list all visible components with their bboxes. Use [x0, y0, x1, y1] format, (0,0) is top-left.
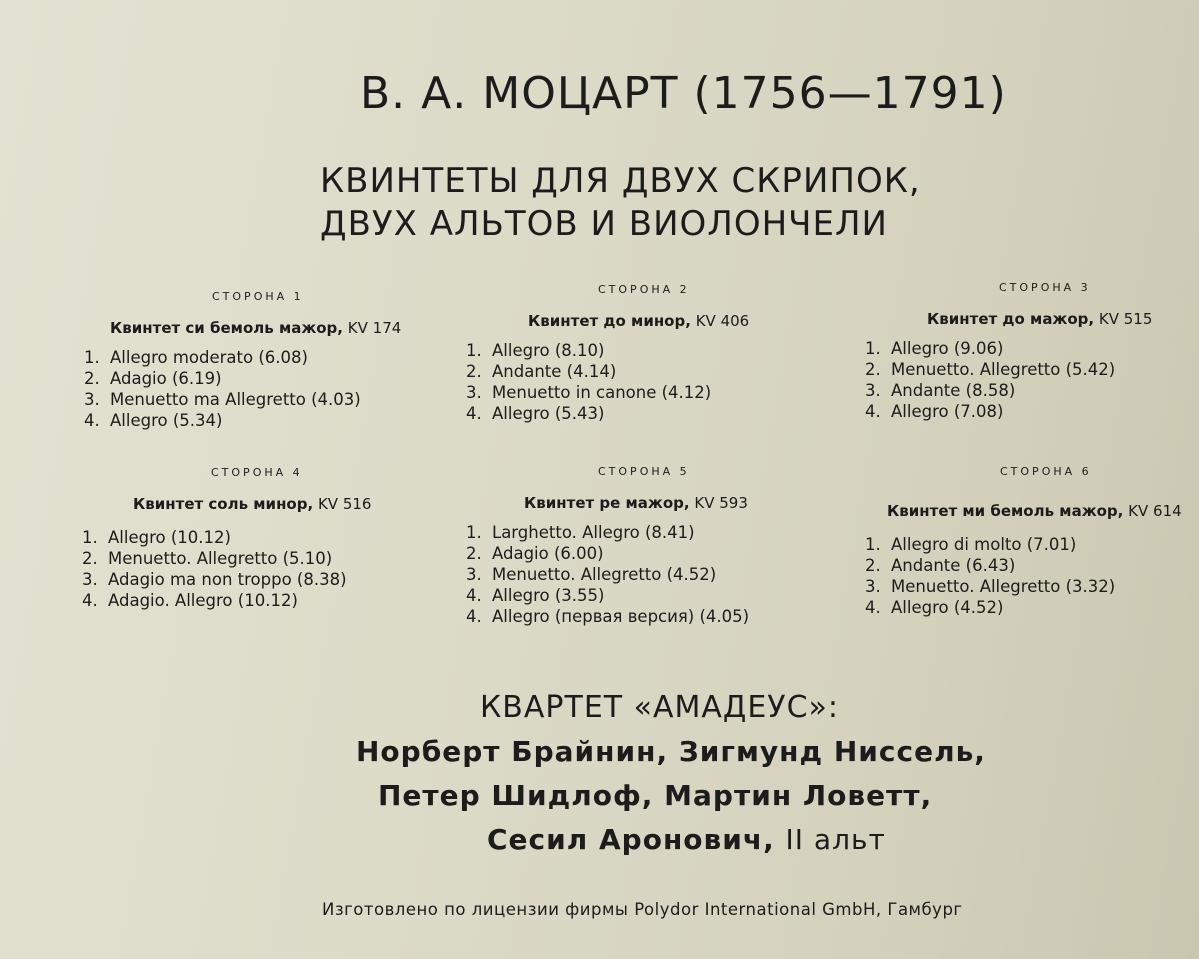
- track-title: Allegro (5.43): [492, 404, 605, 423]
- track-list: [82, 527, 412, 611]
- work-name: Квинтет си бемоль мажор,: [110, 319, 343, 337]
- track-list: [865, 534, 1195, 618]
- work-name: Квинтет соль минор,: [133, 495, 314, 513]
- track-item: [82, 590, 412, 611]
- track-item: [865, 380, 1195, 401]
- track-item: [865, 597, 1195, 618]
- track-item: [82, 527, 412, 548]
- track-number: 2.: [82, 549, 98, 568]
- kv-number: KV 516: [317, 495, 372, 513]
- side-2-block: [466, 283, 796, 424]
- side-1-block: [84, 290, 414, 431]
- track-number: 4.: [466, 404, 482, 423]
- track-title: Allegro di molto (7.01): [891, 535, 1077, 554]
- track-number: 3.: [84, 390, 100, 409]
- side-4-block: [82, 466, 412, 611]
- work-heading: [528, 312, 796, 330]
- track-title: Allegro (10.12): [108, 528, 231, 547]
- work-name: Квинтет ре мажор,: [524, 494, 690, 512]
- work-heading: [133, 495, 412, 513]
- track-item: [466, 564, 796, 585]
- work-title-line-1: КВИНТЕТЫ ДЛЯ ДВУХ СКРИПОК,: [320, 161, 921, 201]
- work-name: Квинтет до минор,: [528, 312, 691, 330]
- track-title: Allegro (4.52): [891, 598, 1004, 617]
- performers-line-2: Петер Шидлоф, Мартин Ловетт,: [378, 779, 933, 812]
- work-heading: [110, 319, 414, 337]
- track-item: [84, 347, 414, 368]
- track-item: [865, 576, 1195, 597]
- side-6-block: [865, 465, 1195, 618]
- track-title: Allegro (3.55): [492, 586, 605, 605]
- track-title: Menuetto. Allegretto (4.52): [492, 565, 717, 584]
- track-number: 1.: [82, 528, 98, 547]
- side-label: СТОРОНА 5: [598, 465, 690, 478]
- track-item: [466, 543, 796, 564]
- track-number: 3.: [466, 565, 482, 584]
- track-title: Adagio (6.19): [110, 369, 222, 388]
- track-title: Menuetto. Allegretto (5.42): [891, 360, 1116, 379]
- composer-heading: В. А. МОЦАРТ (1756—1791): [360, 68, 1007, 119]
- track-title: Menuetto ma Allegretto (4.03): [110, 390, 361, 409]
- side-label: СТОРОНА 6: [1000, 465, 1092, 478]
- track-number: 1.: [84, 348, 100, 367]
- track-item: [466, 340, 796, 361]
- track-title: Allegro (первая версия) (4.05): [492, 607, 750, 626]
- track-title: Allegro (8.10): [492, 341, 605, 360]
- track-item: [466, 382, 796, 403]
- track-list: [466, 522, 796, 627]
- track-title: Menuetto. Allegretto (3.32): [891, 577, 1116, 596]
- track-list: [466, 340, 796, 424]
- track-list: [84, 347, 414, 431]
- track-title: Menuetto in canone (4.12): [492, 383, 712, 402]
- work-heading: [524, 494, 796, 512]
- track-item: [865, 338, 1195, 359]
- track-item: [84, 389, 414, 410]
- track-item: [466, 606, 796, 627]
- track-number: 4.: [865, 598, 881, 617]
- track-item: [84, 368, 414, 389]
- track-item: [84, 410, 414, 431]
- license-note: Изготовлено по лицензии фирмы Polydor International GmbH, Гамбург: [322, 900, 963, 919]
- side-5-block: [466, 465, 796, 627]
- track-number: 3.: [865, 577, 881, 596]
- track-number: 3.: [466, 383, 482, 402]
- track-number: 2.: [466, 544, 482, 563]
- work-title-line-2: ДВУХ АЛЬТОВ И ВИОЛОНЧЕЛИ: [320, 204, 888, 244]
- track-title: Allegro (7.08): [891, 402, 1004, 421]
- track-item: [466, 403, 796, 424]
- kv-number: KV 515: [1098, 310, 1153, 328]
- track-title: Larghetto. Allegro (8.41): [492, 523, 695, 542]
- track-number: 1.: [865, 535, 881, 554]
- track-item: [82, 548, 412, 569]
- kv-number: KV 593: [694, 494, 748, 512]
- track-number: 1.: [865, 339, 881, 358]
- track-item: [466, 522, 796, 543]
- track-item: [865, 555, 1195, 576]
- track-number: 1.: [466, 523, 482, 542]
- track-number: 4.: [466, 607, 482, 626]
- track-title: Adagio ma non troppo (8.38): [108, 570, 347, 589]
- track-number: 4.: [466, 586, 482, 605]
- kv-number: KV 174: [347, 319, 402, 337]
- track-title: Allegro moderato (6.08): [110, 348, 308, 367]
- track-number: 2.: [466, 362, 482, 381]
- track-number: 4.: [865, 402, 881, 421]
- work-name: Квинтет ми бемоль мажор,: [887, 502, 1124, 520]
- track-title: Menuetto. Allegretto (5.10): [108, 549, 333, 568]
- side-label: СТОРОНА 4: [211, 466, 303, 479]
- work-name: Квинтет до мажор,: [927, 310, 1095, 328]
- track-item: [865, 359, 1195, 380]
- side-label: СТОРОНА 2: [598, 283, 690, 296]
- track-item: [466, 361, 796, 382]
- track-item: [466, 585, 796, 606]
- work-heading: [887, 502, 1195, 520]
- performer-role: II альт: [785, 823, 886, 856]
- track-number: 4.: [82, 591, 98, 610]
- track-number: 3.: [865, 381, 881, 400]
- track-number: 2.: [865, 556, 881, 575]
- ensemble-name: КВАРТЕТ «АМАДЕУС»:: [480, 690, 840, 725]
- track-title: Andante (8.58): [891, 381, 1016, 400]
- track-item: [82, 569, 412, 590]
- track-title: Adagio. Allegro (10.12): [108, 591, 298, 610]
- track-title: Andante (4.14): [492, 362, 617, 381]
- track-list: [865, 338, 1195, 422]
- track-title: Allegro (5.34): [110, 411, 223, 430]
- kv-number: KV 614: [1128, 502, 1182, 520]
- work-title: [320, 160, 1020, 246]
- side-3-block: [865, 281, 1195, 422]
- performers-line-3: [487, 823, 886, 856]
- track-title: Andante (6.43): [891, 556, 1016, 575]
- work-heading: [927, 310, 1195, 328]
- performer-name: Сесил Аронович,: [487, 823, 775, 856]
- track-number: 4.: [84, 411, 100, 430]
- kv-number: KV 406: [695, 312, 750, 330]
- track-number: 3.: [82, 570, 98, 589]
- side-label: СТОРОНА 1: [212, 290, 304, 303]
- track-title: Adagio (6.00): [492, 544, 604, 563]
- track-item: [865, 534, 1195, 555]
- performers-line-1: Норберт Брайнин, Зигмунд Ниссель,: [356, 735, 986, 768]
- track-number: 2.: [84, 369, 100, 388]
- track-number: 1.: [466, 341, 482, 360]
- track-title: Allegro (9.06): [891, 339, 1004, 358]
- track-item: [865, 401, 1195, 422]
- side-label: СТОРОНА 3: [999, 281, 1091, 294]
- track-number: 2.: [865, 360, 881, 379]
